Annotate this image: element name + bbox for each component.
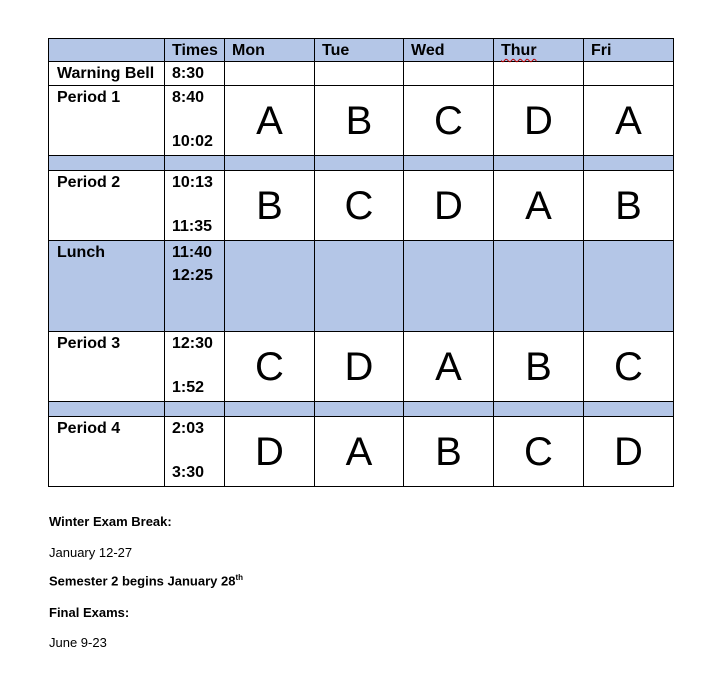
period-1-mon: A [225, 86, 315, 156]
period-3-thur: B [494, 332, 584, 402]
semester-2-sup: th [235, 573, 243, 582]
period-2-mon: B [225, 171, 315, 241]
semester-2-text: Semester 2 begins January 28 [49, 573, 236, 589]
lunch-end: 12:25 [172, 267, 213, 284]
final-exams-label: Final Exams: [49, 605, 130, 620]
period-3-start: 12:30 [172, 335, 213, 352]
period-2-thur: A [494, 171, 584, 241]
period-3-times [165, 332, 225, 402]
period-4-label: Period 4 [49, 417, 165, 487]
period-4-start: 2:03 [172, 420, 205, 437]
header-wed: Wed [404, 39, 494, 62]
period-4-tue: A [315, 417, 404, 487]
period-4-wed: B [404, 417, 494, 487]
period-1-start: 8:40 [172, 89, 205, 106]
winter-break-label: Winter Exam Break: [49, 514, 172, 529]
lunch-label: Lunch [49, 241, 165, 332]
period-2-row [49, 171, 674, 241]
period-4-end: 3:30 [172, 464, 205, 481]
period-4-mon: D [225, 417, 315, 487]
warning-bell-row [49, 62, 674, 86]
period-1-label: Period 1 [49, 86, 165, 156]
period-1-fri: A [584, 86, 674, 156]
schedule-table [48, 38, 674, 487]
period-3-label: Period 3 [49, 332, 165, 402]
period-2-fri: B [584, 171, 674, 241]
period-3-wed: A [404, 332, 494, 402]
header-times: Times [165, 39, 225, 62]
period-3-row [49, 332, 674, 402]
period-2-tue: C [315, 171, 404, 241]
lunch-start: 11:40 [172, 244, 213, 261]
period-1-row [49, 86, 674, 156]
period-3-end: 1:52 [172, 379, 205, 396]
period-1-wed: C [404, 86, 494, 156]
period-4-row [49, 417, 674, 487]
warning-bell-time: 8:30 [165, 62, 225, 86]
period-2-wed: D [404, 171, 494, 241]
header-thur-text: Thur [501, 42, 537, 59]
lunch-times [165, 241, 225, 332]
period-4-times [165, 417, 225, 487]
period-1-thur: D [494, 86, 584, 156]
period-1-tue: B [315, 86, 404, 156]
final-exams-dates: June 9-23 [49, 635, 107, 650]
header-thur [494, 39, 584, 62]
header-row [49, 39, 674, 62]
header-blank [49, 39, 165, 62]
period-3-tue: D [315, 332, 404, 402]
semester-2-note [49, 573, 243, 588]
period-3-fri: C [584, 332, 674, 402]
period-3-mon: C [225, 332, 315, 402]
period-2-end: 11:35 [172, 218, 213, 235]
period-1-end: 10:02 [172, 133, 213, 150]
winter-break-dates: January 12-27 [49, 545, 133, 560]
lunch-row [49, 241, 674, 332]
period-2-start: 10:13 [172, 174, 213, 191]
header-tue: Tue [315, 39, 404, 62]
period-1-times [165, 86, 225, 156]
period-4-fri: D [584, 417, 674, 487]
header-fri: Fri [584, 39, 674, 62]
separator-row [49, 402, 674, 417]
period-2-times [165, 171, 225, 241]
period-2-label: Period 2 [49, 171, 165, 241]
header-mon: Mon [225, 39, 315, 62]
period-4-thur: C [494, 417, 584, 487]
warning-bell-label: Warning Bell [49, 62, 165, 86]
separator-row [49, 156, 674, 171]
